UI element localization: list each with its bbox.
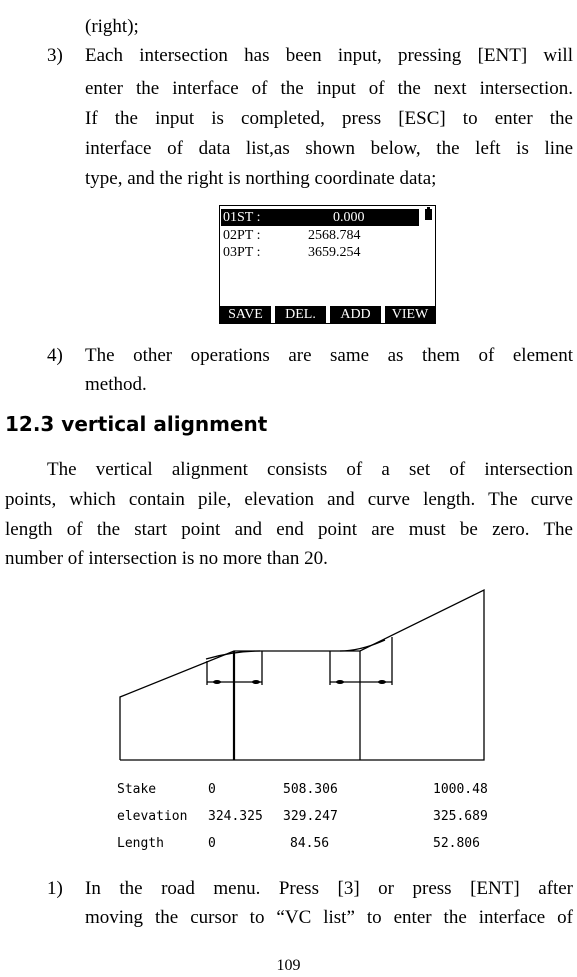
screen-row-selected[interactable] bbox=[221, 209, 419, 226]
row-label: 01ST : bbox=[223, 210, 261, 225]
intro-line-2: points, which contain pile, elevation and curve length. The curve bbox=[5, 489, 573, 510]
row-label: 02PT : bbox=[223, 228, 261, 243]
row-label: 03PT : bbox=[223, 245, 261, 260]
softkey-bar bbox=[220, 305, 435, 323]
section-heading: 12.3 vertical alignment bbox=[5, 412, 268, 436]
dimension-marker bbox=[378, 680, 386, 684]
item3-line-5: type, and the right is northing coordinate data; bbox=[85, 168, 437, 189]
screen-row[interactable] bbox=[221, 244, 419, 261]
stake-value: 508.306 bbox=[283, 782, 338, 797]
add-softkey[interactable]: ADD bbox=[330, 306, 381, 323]
item3-line-4: interface of data list,as shown below, the left is line bbox=[85, 138, 573, 159]
device-screen bbox=[219, 205, 436, 324]
item4-line-1: The other operations are same as them of element bbox=[85, 345, 573, 366]
dimension-marker bbox=[213, 680, 221, 684]
list-number-1: 1) bbox=[47, 878, 63, 899]
profile-outline bbox=[120, 590, 484, 760]
list-number-3: 3) bbox=[47, 45, 63, 66]
intro-line-3: length of the start point and end point are must be zero. The bbox=[5, 519, 573, 540]
elevation-value: 329.247 bbox=[283, 809, 338, 824]
elevation-value: 324.325 bbox=[208, 809, 263, 824]
page-number: 109 bbox=[276, 957, 301, 974]
item1-line-1: In the road menu. Press [3] or press [ENT] after bbox=[85, 878, 573, 899]
intro-line-4: number of intersection is no more than 20. bbox=[5, 548, 328, 569]
row-value: 0.000 bbox=[333, 210, 365, 225]
elevation-value: 325.689 bbox=[433, 809, 488, 824]
item3-line-1: Each intersection has been input, pressing [ENT] will bbox=[85, 45, 573, 66]
stake-value: 0 bbox=[208, 782, 216, 797]
stake-value: 1000.48 bbox=[433, 782, 488, 797]
view-softkey[interactable]: VIEW bbox=[385, 306, 435, 323]
length-value: 52.806 bbox=[433, 836, 480, 851]
length-value: 0 bbox=[208, 836, 216, 851]
stake-label: Stake bbox=[117, 782, 157, 797]
save-softkey[interactable]: SAVE bbox=[220, 306, 271, 323]
dimension-marker bbox=[336, 680, 344, 684]
elevation-label: elevation bbox=[117, 809, 188, 824]
length-value: 84.56 bbox=[290, 836, 330, 851]
vertical-alignment-diagram bbox=[110, 585, 500, 765]
item1-line-2: moving the cursor to “VC list” to enter the interface of bbox=[85, 907, 573, 928]
intro-line-1: The vertical alignment consists of a set of intersection bbox=[47, 459, 573, 480]
item3-line-2: enter the interface of the input of the next intersection. bbox=[85, 78, 573, 99]
item3-line-3: If the input is completed, press [ESC] to enter the bbox=[85, 108, 573, 129]
row-value: 2568.784 bbox=[308, 228, 361, 243]
item4-line-2: method. bbox=[85, 374, 147, 395]
screen-row[interactable] bbox=[221, 227, 419, 244]
battery-icon bbox=[425, 209, 432, 220]
row-value: 3659.254 bbox=[308, 245, 361, 260]
delete-softkey[interactable]: DEL. bbox=[275, 306, 326, 323]
dimension-marker bbox=[252, 680, 260, 684]
length-label: Length bbox=[117, 836, 164, 851]
text-right-continuation: (right); bbox=[85, 16, 139, 37]
list-number-4: 4) bbox=[47, 345, 63, 366]
